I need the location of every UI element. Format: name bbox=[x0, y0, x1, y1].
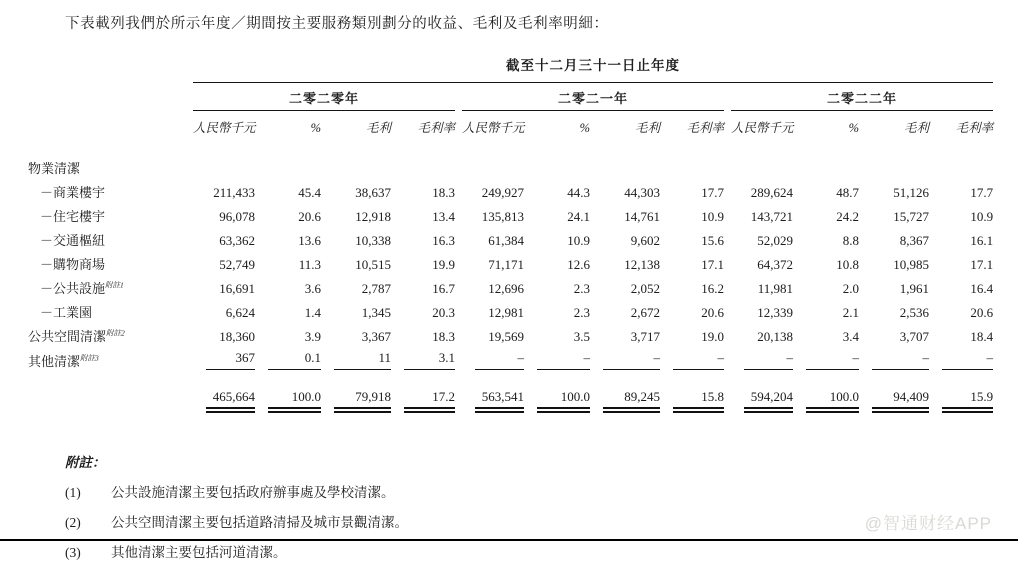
header-spacer bbox=[28, 54, 193, 83]
row-label: －工業園 bbox=[40, 305, 93, 320]
col-header-rmb: 人民幣千元 bbox=[193, 121, 256, 135]
cell: 38,637 bbox=[355, 185, 391, 200]
cell: 19,569 bbox=[488, 329, 524, 344]
cell: 44,303 bbox=[624, 185, 660, 200]
column-gap bbox=[455, 387, 462, 419]
total-cell: 594,204 bbox=[731, 387, 793, 419]
intro-text: 下表載列我們於所示年度／期間按主要服務類別劃分的收益、毛利及毛利率明細： bbox=[65, 16, 609, 32]
cell: 1.4 bbox=[304, 305, 321, 320]
total-cell: 89,245 bbox=[590, 387, 660, 419]
table-row bbox=[28, 252, 993, 276]
table-row bbox=[28, 324, 993, 348]
page-bottom-edge bbox=[0, 539, 1018, 541]
cell: 44.3 bbox=[567, 185, 590, 200]
cell: 3.9 bbox=[304, 329, 321, 344]
footnote-3 bbox=[65, 544, 1018, 562]
column-gap bbox=[455, 324, 462, 348]
column-gap bbox=[724, 276, 731, 300]
footnotes-section bbox=[65, 451, 1018, 562]
col-header-percent: % bbox=[579, 121, 590, 135]
table-row bbox=[28, 228, 993, 252]
total-cell: 17.2 bbox=[391, 387, 455, 419]
footnote-text: 公共設施清潔主要包括政府辦事處及學校清潔。 bbox=[111, 485, 395, 500]
cell: 16.1 bbox=[970, 233, 994, 248]
column-gap bbox=[724, 204, 731, 228]
cell: 17.7 bbox=[701, 185, 724, 200]
footnote-ref: 附註2 bbox=[106, 328, 125, 338]
column-gap bbox=[455, 83, 462, 111]
column-gap bbox=[724, 111, 731, 139]
cell: 18.4 bbox=[970, 329, 994, 344]
cell: 2,672 bbox=[630, 305, 660, 320]
column-gap bbox=[455, 204, 462, 228]
column-gap bbox=[455, 276, 462, 300]
table-total-row bbox=[28, 387, 993, 419]
column-gap bbox=[455, 180, 462, 204]
cell: 48.7 bbox=[836, 185, 859, 200]
cell: – bbox=[859, 348, 929, 373]
cell: 0.1 bbox=[255, 348, 321, 373]
col-header-gp-margin: 毛利率 bbox=[955, 121, 994, 135]
cell: 45.4 bbox=[298, 185, 321, 200]
document-page bbox=[0, 14, 1018, 560]
cell: 17.1 bbox=[970, 257, 994, 272]
cell: – bbox=[590, 348, 660, 373]
footnote-ref: 附註1 bbox=[105, 280, 124, 290]
cell: 3.4 bbox=[842, 329, 859, 344]
cell: 2.3 bbox=[573, 305, 590, 320]
header-spacer bbox=[28, 111, 193, 139]
col-header-percent: % bbox=[310, 121, 321, 135]
column-gap bbox=[724, 228, 731, 252]
cell: 135,813 bbox=[481, 209, 524, 224]
cell: 20.3 bbox=[432, 305, 455, 320]
col-header-percent: % bbox=[848, 121, 859, 135]
cell: 10.9 bbox=[970, 209, 994, 224]
column-gap bbox=[724, 252, 731, 276]
total-cell: 15.8 bbox=[660, 387, 724, 419]
cell: 12,918 bbox=[355, 209, 391, 224]
cell: 2.3 bbox=[573, 281, 590, 296]
column-gap bbox=[724, 83, 731, 111]
cell: 3.5 bbox=[573, 329, 590, 344]
cell: – bbox=[929, 348, 993, 373]
cell: 20.6 bbox=[298, 209, 321, 224]
table-row bbox=[28, 138, 993, 180]
row-label: －交通樞紐 bbox=[40, 233, 106, 248]
cell: 2,536 bbox=[899, 305, 929, 320]
row-label: －購物商場 bbox=[40, 257, 106, 272]
footnotes-title: 附註： bbox=[65, 455, 106, 470]
total-cell: 100.0 bbox=[524, 387, 590, 419]
col-header-gp-margin: 毛利率 bbox=[686, 121, 724, 135]
cell: 10.9 bbox=[567, 233, 590, 248]
cell: – bbox=[660, 348, 724, 373]
cell: 2.0 bbox=[842, 281, 859, 296]
year-row bbox=[28, 83, 993, 111]
table-row bbox=[28, 276, 993, 300]
total-cell: 100.0 bbox=[793, 387, 859, 419]
cell: 19.9 bbox=[432, 257, 455, 272]
cell: 9,602 bbox=[630, 233, 660, 248]
column-gap bbox=[455, 348, 462, 373]
cell: 61,384 bbox=[488, 233, 524, 248]
cell: 289,624 bbox=[750, 185, 793, 200]
table-row bbox=[28, 348, 993, 373]
cell: 14,761 bbox=[624, 209, 660, 224]
col-header-gross-profit: 毛利 bbox=[903, 121, 929, 135]
cell: 1,345 bbox=[361, 305, 391, 320]
cell: – bbox=[524, 348, 590, 373]
cell: 96,078 bbox=[219, 209, 255, 224]
cell: 11,981 bbox=[757, 281, 793, 296]
footnote-number: (2) bbox=[65, 515, 81, 530]
total-cell: 79,918 bbox=[321, 387, 391, 419]
column-gap bbox=[724, 300, 731, 324]
cell: 10.9 bbox=[701, 209, 724, 224]
table-row bbox=[28, 300, 993, 324]
row-label: 其他清潔$^{附註3}$ bbox=[28, 353, 99, 369]
cell: 52,749 bbox=[219, 257, 255, 272]
watermark: @智通财经APP bbox=[864, 514, 992, 533]
cell: 24.2 bbox=[836, 209, 859, 224]
table-body bbox=[28, 138, 993, 418]
header-spacer bbox=[28, 83, 193, 111]
row-label: －公共設施$^{附註1}$ bbox=[40, 280, 124, 296]
footnote-number: (1) bbox=[65, 485, 81, 500]
row-label: 物業清潔 bbox=[28, 161, 81, 176]
cell: 6,624 bbox=[225, 305, 255, 320]
cell: 12.6 bbox=[567, 257, 590, 272]
row-label: －商業樓宇 bbox=[40, 185, 106, 200]
cell: 143,721 bbox=[750, 209, 793, 224]
footnote-text: 公共空間清潔主要包括道路清掃及城市景觀清潔。 bbox=[111, 515, 408, 530]
cell: 18.3 bbox=[432, 329, 455, 344]
row-label bbox=[28, 387, 193, 419]
column-gap bbox=[724, 348, 731, 373]
cell: 2,052 bbox=[630, 281, 660, 296]
cell: 2,787 bbox=[361, 281, 391, 296]
table-row bbox=[28, 180, 993, 204]
cell: 20.6 bbox=[970, 305, 994, 320]
cell: 3,367 bbox=[361, 329, 391, 344]
cell: 17.1 bbox=[701, 257, 724, 272]
footnote-text: 其他清潔主要包括河道清潔。 bbox=[111, 545, 287, 560]
cell: 16.3 bbox=[432, 233, 455, 248]
cell: – bbox=[462, 348, 524, 373]
cell: 18,360 bbox=[219, 329, 255, 344]
row-label: －住宅樓宇 bbox=[40, 209, 106, 224]
cell: 52,029 bbox=[757, 233, 793, 248]
spacer-row bbox=[28, 373, 993, 387]
cell: 10,515 bbox=[355, 257, 391, 272]
cell: 3.6 bbox=[304, 281, 321, 296]
table-row bbox=[28, 204, 993, 228]
col-header-gp-margin: 毛利率 bbox=[417, 121, 455, 135]
cell: 16.4 bbox=[970, 281, 994, 296]
total-cell: 465,664 bbox=[193, 387, 255, 419]
cell: 3,707 bbox=[899, 329, 929, 344]
column-gap bbox=[724, 324, 731, 348]
cell: 64,372 bbox=[757, 257, 793, 272]
cell: 12,138 bbox=[624, 257, 660, 272]
cell: – bbox=[793, 348, 859, 373]
total-cell: 94,409 bbox=[859, 387, 929, 419]
cell: 12,981 bbox=[488, 305, 524, 320]
cell: 3.1 bbox=[391, 348, 455, 373]
col-header-gross-profit: 毛利 bbox=[365, 121, 391, 135]
total-cell: 100.0 bbox=[255, 387, 321, 419]
cell: 17.7 bbox=[970, 185, 994, 200]
cell: 16.2 bbox=[701, 281, 724, 296]
cell: 11.3 bbox=[298, 257, 321, 272]
cell: 15.6 bbox=[701, 233, 724, 248]
cell: 24.1 bbox=[567, 209, 590, 224]
cell: 1,961 bbox=[899, 281, 929, 296]
cell: 13.4 bbox=[432, 209, 455, 224]
cell: 8.8 bbox=[842, 233, 859, 248]
cell: 367 bbox=[193, 348, 255, 373]
cell: – bbox=[731, 348, 793, 373]
cell: 20,138 bbox=[757, 329, 793, 344]
year-2022-label: 二零二二年 bbox=[731, 83, 993, 111]
column-gap bbox=[455, 300, 462, 324]
col-header-gross-profit: 毛利 bbox=[634, 121, 660, 135]
cell: 10.8 bbox=[836, 257, 859, 272]
cell: 211,433 bbox=[213, 185, 255, 200]
cell: 63,362 bbox=[219, 233, 255, 248]
column-gap bbox=[724, 387, 731, 419]
cell: 8,367 bbox=[899, 233, 929, 248]
cell: 3,717 bbox=[630, 329, 660, 344]
cell: 19.0 bbox=[701, 329, 724, 344]
cell: 18.3 bbox=[432, 185, 455, 200]
cell: 16,691 bbox=[219, 281, 255, 296]
cell: 12,696 bbox=[488, 281, 524, 296]
cell: 10,985 bbox=[893, 257, 929, 272]
total-cell: 15.9 bbox=[929, 387, 993, 419]
col-header-rmb: 人民幣千元 bbox=[731, 121, 794, 135]
footnote-ref: 附註3 bbox=[80, 353, 99, 363]
year-2020-label: 二零二零年 bbox=[193, 83, 455, 111]
period-title: 截至十二月三十一日止年度 bbox=[193, 54, 993, 83]
column-gap bbox=[455, 228, 462, 252]
column-gap bbox=[455, 111, 462, 139]
total-cell: 563,541 bbox=[462, 387, 524, 419]
footnote-1 bbox=[65, 484, 1018, 502]
cell: 51,126 bbox=[893, 185, 929, 200]
year-2021-label: 二零二一年 bbox=[462, 83, 724, 111]
column-gap bbox=[455, 252, 462, 276]
table-header bbox=[28, 54, 993, 138]
cell: 249,927 bbox=[481, 185, 524, 200]
revenue-gross-profit-table bbox=[28, 54, 993, 418]
row-label: 公共空間清潔$^{附註2}$ bbox=[28, 328, 125, 344]
cell: 11 bbox=[321, 348, 391, 373]
cell: 10,338 bbox=[355, 233, 391, 248]
column-header-row bbox=[28, 111, 993, 139]
cell: 16.7 bbox=[432, 281, 455, 296]
col-header-rmb: 人民幣千元 bbox=[462, 121, 525, 135]
cell: 15,727 bbox=[893, 209, 929, 224]
cell: 20.6 bbox=[701, 305, 724, 320]
footnote-number: (3) bbox=[65, 545, 81, 560]
cell: 13.6 bbox=[298, 233, 321, 248]
period-title-row bbox=[28, 54, 993, 83]
column-gap bbox=[724, 180, 731, 204]
cell: 12,339 bbox=[757, 305, 793, 320]
cell: 2.1 bbox=[842, 305, 859, 320]
cell: 71,171 bbox=[488, 257, 524, 272]
